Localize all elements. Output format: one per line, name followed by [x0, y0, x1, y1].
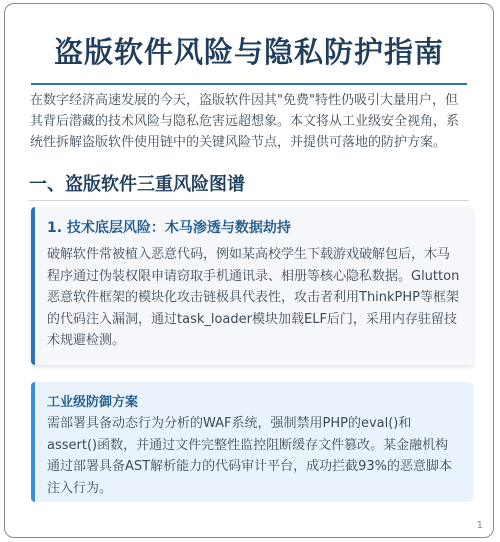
risk-card-title: 1. 技术底层风险：木马渗透与数据劫持 [47, 220, 291, 236]
section-divider [29, 200, 469, 201]
defense-card-body: 需部署具备动态行为分析的WAF系统，强制禁用PHP的eval()和assert()函数，并通过文件完整性监控阻断缓存文件篡改。某金融机构通过部署具备AST解析能力的代码审计平台，成功拦截93%的恶意脚本注入行为。 [47, 416, 452, 496]
section-heading: 一、盗版软件三重风险图谱 [29, 174, 245, 195]
defense-card-title: 工业级防御方案 [47, 395, 139, 410]
title-underline [31, 83, 467, 85]
defense-card [31, 382, 473, 502]
page-number: 1 [476, 520, 483, 531]
risk-card-body: 破解软件常被植入恶意代码，例如某高校学生下载游戏破解包后，木马程序通过伪装权限申请窃取手机通讯录、相册等核心隐私数据。Glutton恶意软件框架的模块化攻击链极具代表性，攻击者利用ThinkPHP等框架的代码注入漏洞，通过task_loader模块加载ELF后门，采用内存驻留技术规避检测。 [47, 247, 460, 348]
risk-card [31, 207, 473, 365]
document-page [4, 3, 494, 538]
intro-paragraph: 在数字经济高速发展的今天，盗版软件因其"免费"特性仍吸引大量用户，但其背后潜藏的技术风险与隐私危害远超想象。本文将从工业级安全视角，系统性拆解盗版软件使用链中的关键风险节点，并提供可落地的防护方案。 [30, 93, 460, 150]
page-title: 盗版软件风险与隐私防护指南 [53, 35, 444, 69]
